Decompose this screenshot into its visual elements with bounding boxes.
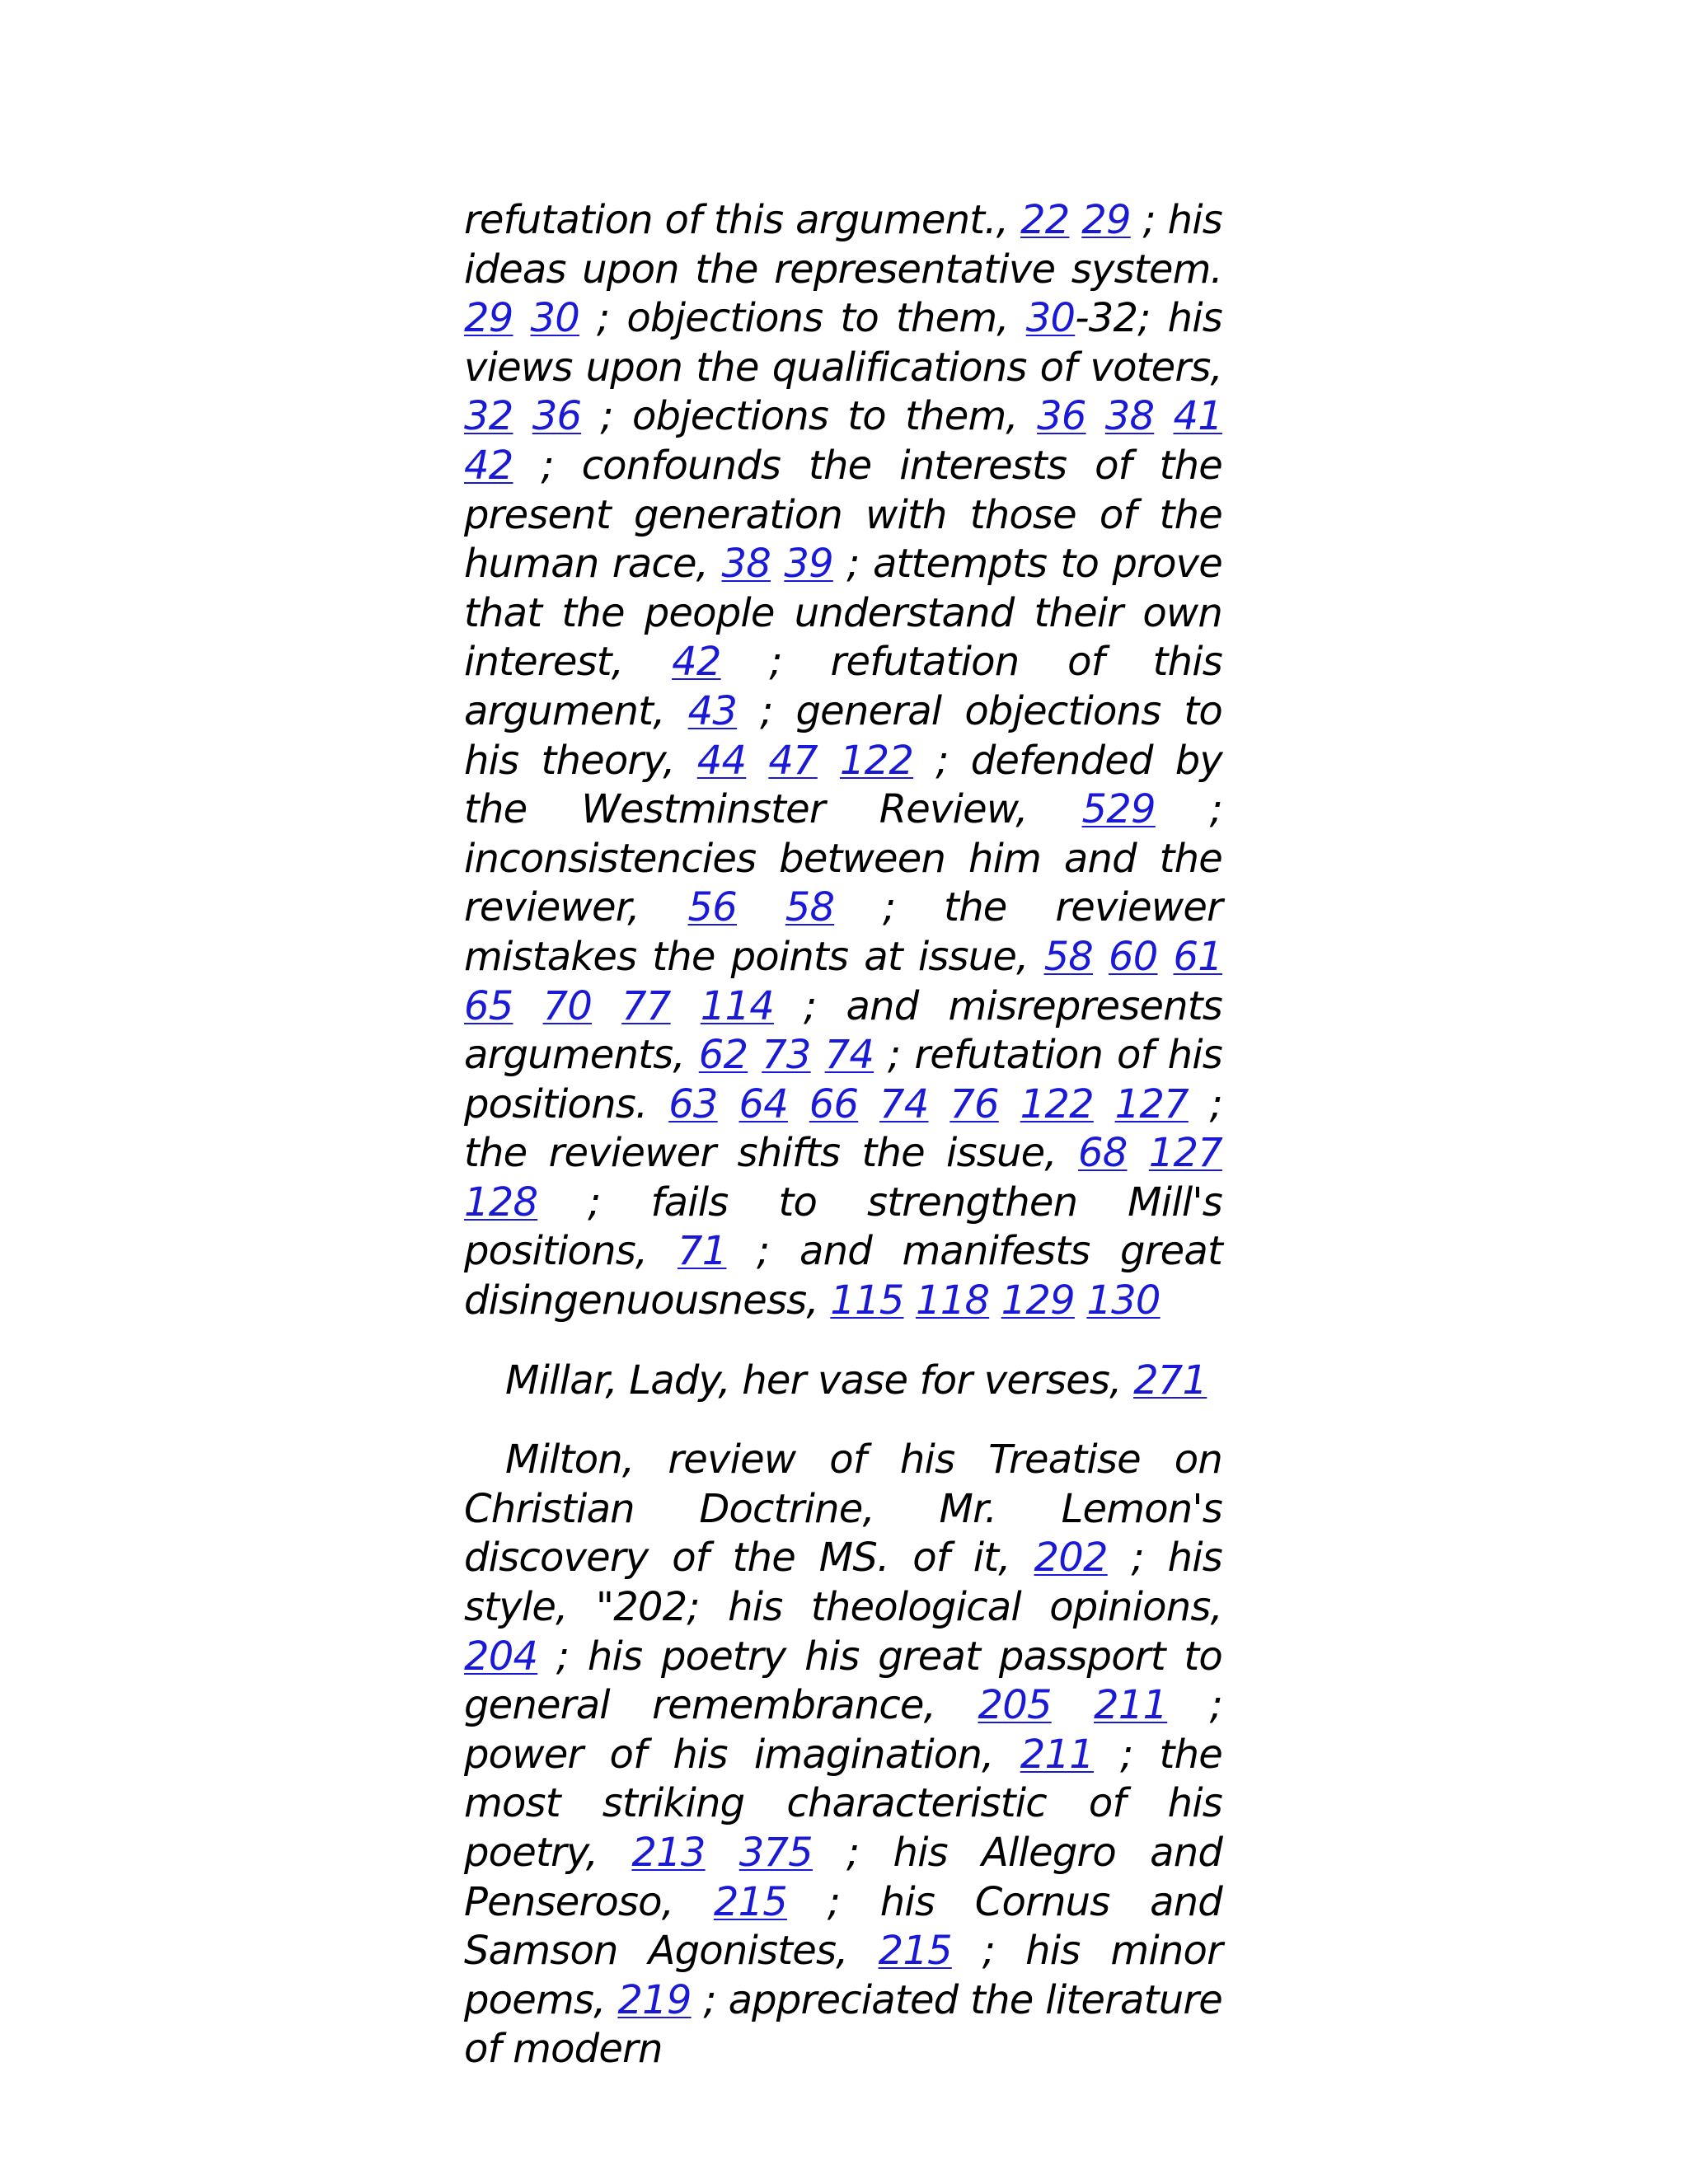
page-reference-link[interactable]: 215 — [713, 1878, 788, 1925]
entry-text: -32; his views upon the qualifications of voters, — [464, 295, 1222, 391]
page-reference-link[interactable]: 63 — [668, 1080, 718, 1127]
page-reference-link[interactable]: 65 — [464, 982, 513, 1029]
page-reference-link[interactable]: 211 — [1094, 1682, 1168, 1729]
page-reference-link[interactable]: 36 — [532, 393, 582, 440]
entry-text — [737, 884, 785, 930]
entry-text: ; inconsistencies between him and the reviewer, — [464, 786, 1222, 931]
entry-text: ; his Allegro and Penseroso, — [464, 1830, 1222, 1925]
page-reference-link[interactable]: 73 — [762, 1032, 811, 1079]
entry-text — [771, 541, 784, 587]
page-reference-link[interactable]: 205 — [978, 1682, 1052, 1729]
page-reference-link[interactable]: 58 — [1043, 933, 1094, 980]
page-reference-link[interactable]: 44 — [696, 737, 747, 784]
entry-text: ; the reviewer mistakes the points at issue, — [464, 884, 1222, 980]
page-reference-link[interactable]: 66 — [809, 1080, 859, 1127]
page-reference-link[interactable]: 70 — [542, 982, 593, 1029]
entry-text — [748, 1032, 762, 1078]
entry-text — [592, 983, 621, 1029]
page-reference-link[interactable]: 29 — [464, 295, 513, 342]
entry-text — [858, 1081, 879, 1127]
entry-text — [1154, 393, 1173, 439]
page-reference-link[interactable]: 71 — [677, 1228, 727, 1275]
entry-text: ; confounds the interests of the present generation with those of the human race, — [464, 442, 1222, 588]
page-reference-link[interactable]: 375 — [738, 1830, 813, 1876]
entry-text: ; and misrepresents arguments, — [464, 982, 1222, 1079]
entry-text: ; general objections to his theory, — [464, 687, 1222, 784]
entry-text — [929, 1081, 950, 1127]
entry-text: ; appreciated the literature of modern — [464, 1976, 1222, 2073]
entry-text — [1086, 393, 1105, 439]
entry-text — [904, 1277, 916, 1324]
entry-text: ; fails to strengthen Mill's positions, — [464, 1179, 1222, 1275]
page-reference-link[interactable]: 60 — [1109, 933, 1158, 980]
entry-text: ; his ideas upon the representative system. — [464, 197, 1222, 293]
entry-text — [818, 738, 840, 784]
page-reference-link[interactable]: 215 — [878, 1928, 952, 1975]
entry-text — [671, 983, 701, 1029]
entry-text: ; attempts to prove that the people understand their own interest, — [464, 541, 1222, 686]
page-reference-link[interactable]: 118 — [915, 1277, 990, 1324]
page-reference-link[interactable]: 32 — [464, 393, 513, 440]
page-reference-link[interactable]: 42 — [464, 442, 513, 489]
page-reference-link[interactable]: 219 — [617, 1976, 692, 2023]
page-reference-link[interactable]: 114 — [700, 982, 774, 1029]
entry-text: Milton, review of his Treatise on Christian Doctrine, Mr. Lemon's discovery of the MS. of it, — [464, 1436, 1222, 1582]
page-reference-link[interactable]: 202 — [1034, 1535, 1108, 1582]
entry-text: ; objections to them, — [579, 295, 1026, 342]
entry-text: ; defended by the Westminster Review, — [464, 737, 1222, 833]
page-reference-link[interactable]: 56 — [687, 884, 737, 931]
entry-text — [706, 1830, 739, 1876]
entry-text: refutation of this argument., — [464, 197, 1020, 243]
entry-text: ; the most striking characteristic of his poetry, — [464, 1731, 1222, 1876]
page-reference-link[interactable]: 127 — [1114, 1080, 1189, 1127]
entry-text: ; his style, "202; his theological opinions, — [464, 1535, 1223, 1631]
entry-text — [513, 295, 530, 341]
index-column — [464, 196, 1222, 2074]
page-reference-link[interactable]: 74 — [879, 1080, 929, 1127]
page-reference-link[interactable]: 43 — [687, 687, 738, 734]
page-reference-link[interactable]: 36 — [1037, 393, 1086, 440]
entry-text: ; his Cornus and Samson Agonistes, — [464, 1878, 1222, 1975]
entry-text — [1128, 1130, 1149, 1176]
page-reference-link[interactable]: 29 — [1081, 197, 1131, 243]
page-reference-link[interactable]: 68 — [1078, 1130, 1128, 1177]
index-entry-millar-lady — [464, 1357, 1222, 1406]
page-reference-link[interactable]: 76 — [950, 1080, 999, 1127]
entry-text — [788, 1081, 809, 1127]
page-reference-link[interactable]: 38 — [1104, 393, 1155, 440]
page-reference-link[interactable]: 30 — [1025, 295, 1076, 342]
entry-text — [1093, 934, 1109, 980]
page-reference-link[interactable]: 39 — [784, 541, 833, 588]
page-reference-link[interactable]: 213 — [631, 1830, 706, 1876]
page-reference-link[interactable]: 115 — [830, 1277, 904, 1324]
page-reference-link[interactable]: 204 — [464, 1633, 538, 1680]
entry-text: Millar, Lady, her vase for verses, — [505, 1357, 1134, 1404]
entry-text — [1069, 197, 1081, 243]
entry-text — [718, 1081, 739, 1127]
entry-text: ; his poetry his great passport to general remembrance, — [464, 1633, 1222, 1729]
entry-text — [513, 393, 532, 439]
page-reference-link[interactable]: 74 — [824, 1032, 874, 1079]
page-reference-link[interactable]: 122 — [839, 737, 914, 784]
page-reference-link[interactable]: 38 — [721, 541, 771, 588]
entry-text: ; and manifests great disingenuousness, — [464, 1228, 1222, 1324]
page-reference-link[interactable]: 41 — [1173, 393, 1222, 440]
page-reference-link[interactable]: 61 — [1173, 933, 1222, 980]
page-reference-link[interactable]: 127 — [1148, 1130, 1222, 1177]
entry-text — [811, 1032, 825, 1078]
page-reference-link[interactable]: 58 — [785, 884, 835, 931]
entry-text — [999, 1081, 1020, 1127]
page-reference-link[interactable]: 77 — [621, 982, 671, 1029]
page-reference-link[interactable]: 42 — [672, 639, 721, 686]
page-reference-link[interactable]: 47 — [768, 737, 818, 784]
page-reference-link[interactable]: 64 — [738, 1080, 788, 1127]
entry-text — [1094, 1081, 1115, 1127]
entry-text: ; refutation of this argument, — [464, 639, 1222, 734]
entry-text — [1075, 1277, 1086, 1324]
entry-text: ; the reviewer shifts the issue, — [464, 1080, 1222, 1177]
entry-text — [1052, 1682, 1094, 1728]
page-reference-link[interactable]: 128 — [464, 1179, 538, 1226]
entry-text — [1158, 934, 1174, 980]
page-reference-link[interactable]: 529 — [1081, 786, 1156, 833]
index-entry-mill-continued — [464, 196, 1222, 1326]
page-reference-link[interactable]: 62 — [698, 1032, 748, 1079]
page-reference-link[interactable]: 30 — [530, 295, 579, 342]
entry-text — [746, 738, 768, 784]
entry-text: ; his minor poems, — [464, 1928, 1223, 2023]
page-reference-link[interactable]: 129 — [1001, 1277, 1075, 1324]
page-reference-link[interactable]: 122 — [1020, 1080, 1094, 1127]
entry-text: ; objections to them, — [581, 393, 1038, 440]
entry-text — [513, 983, 542, 1029]
entry-text: ; power of his imagination, — [464, 1682, 1222, 1778]
page-reference-link[interactable]: 271 — [1133, 1357, 1207, 1404]
index-entry-milton — [464, 1436, 1222, 2074]
page-reference-link[interactable]: 211 — [1020, 1731, 1094, 1778]
page-reference-link[interactable]: 22 — [1020, 197, 1070, 243]
page-reference-link[interactable]: 130 — [1086, 1277, 1160, 1324]
entry-text — [989, 1277, 1001, 1324]
entry-text: ; refutation of his positions. — [464, 1032, 1222, 1127]
